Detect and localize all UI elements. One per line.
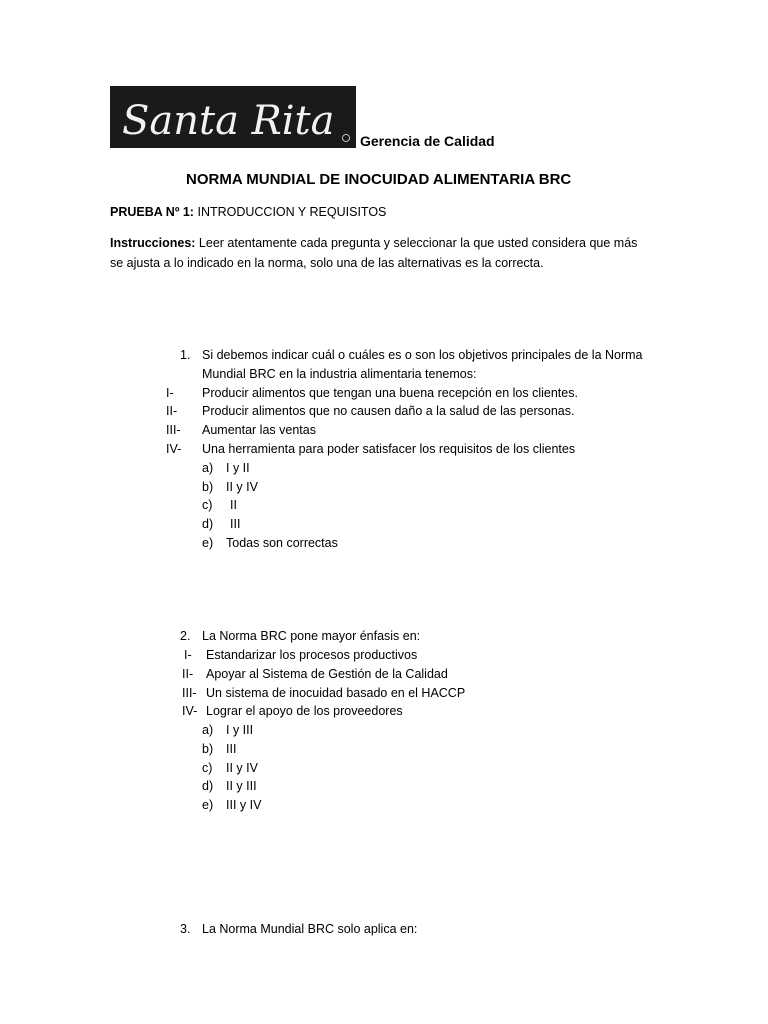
question-2-number: 2. xyxy=(180,629,191,643)
q2-option-text: III y IV xyxy=(226,798,262,812)
q1-item-num: II- xyxy=(166,404,178,418)
test-heading xyxy=(110,205,386,219)
q2-item-text: Lograr el apoyo de los proveedores xyxy=(206,704,403,718)
q2-option-letter: d) xyxy=(202,779,214,793)
q2-option-letter: c) xyxy=(202,761,213,775)
q1-option-text: I y II xyxy=(226,461,250,475)
logo-text: Santa Rita xyxy=(122,98,335,144)
q1-option-letter: b) xyxy=(202,480,214,494)
instructions-text-1: Leer atentamente cada pregunta y seleccionar la que usted considera que más xyxy=(198,236,638,250)
q1-item-text: Producir alimentos que no causen daño a la salud de las personas. xyxy=(202,404,575,418)
q2-option-letter: e) xyxy=(202,798,214,812)
q2-item-num: IV- xyxy=(182,704,198,718)
q2-item-text: Un sistema de inocuidad basado en el HACCP xyxy=(206,686,466,700)
q1-option-text: Todas son correctas xyxy=(226,536,338,550)
q2-option-text: III xyxy=(226,742,237,756)
q1-option-letter: a) xyxy=(202,461,214,475)
q2-item-text: Apoyar al Sistema de Gestión de la Calidad xyxy=(206,667,448,681)
q2-item-num: III- xyxy=(182,686,197,700)
q2-item-num: I- xyxy=(184,648,192,662)
q2-option-text: I y III xyxy=(226,723,254,737)
q1-option-text: II xyxy=(230,498,237,512)
q1-item-text: Una herramienta para poder satisfacer los requisitos de los clientes xyxy=(202,442,576,456)
question-3-number: 3. xyxy=(180,922,191,936)
q2-item-text: Estandarizar los procesos productivos xyxy=(206,648,418,662)
question-1-text-line-1: Si debemos indicar cuál o cuáles es o son los objetivos principales de la Norma xyxy=(202,348,643,362)
question-1-number: 1. xyxy=(180,348,191,362)
q2-option-text: II y III xyxy=(226,779,257,793)
instructions-text-2: se ajusta a lo indicado en la norma, solo una de las alternativas es la correcta. xyxy=(110,256,544,270)
question-1-text-line-2: Mundial BRC en la industria alimentaria tenemos: xyxy=(202,367,477,381)
instructions-label: Instrucciones: xyxy=(110,236,196,250)
q2-option-letter: a) xyxy=(202,723,214,737)
q2-option-letter: b) xyxy=(202,742,214,756)
instructions-line-1 xyxy=(110,236,637,250)
q1-item-text: Producir alimentos que tengan una buena recepción en los clientes. xyxy=(202,386,578,400)
test-name: INTRODUCCION Y REQUISITOS xyxy=(197,205,387,219)
santa-rita-logo xyxy=(110,86,356,148)
question-3-text: La Norma Mundial BRC solo aplica en: xyxy=(202,922,418,936)
q1-item-num: III- xyxy=(166,423,181,437)
q2-item-num: II- xyxy=(182,667,194,681)
q1-option-text: III xyxy=(230,517,241,531)
q2-option-text: II y IV xyxy=(226,761,258,775)
q1-option-text: II y IV xyxy=(226,480,258,494)
question-2-text: La Norma BRC pone mayor énfasis en: xyxy=(202,629,421,643)
q1-option-letter: c) xyxy=(202,498,213,512)
department-name: Gerencia de Calidad xyxy=(360,133,495,149)
q1-item-num: IV- xyxy=(166,442,182,456)
test-label: PRUEBA Nº 1: xyxy=(110,205,194,219)
q1-item-num: I- xyxy=(166,386,174,400)
q1-option-letter: e) xyxy=(202,536,214,550)
q1-item-text: Aumentar las ventas xyxy=(202,423,316,437)
q1-option-letter: d) xyxy=(202,517,214,531)
document-title: NORMA MUNDIAL DE INOCUIDAD ALIMENTARIA BRC xyxy=(186,171,572,188)
